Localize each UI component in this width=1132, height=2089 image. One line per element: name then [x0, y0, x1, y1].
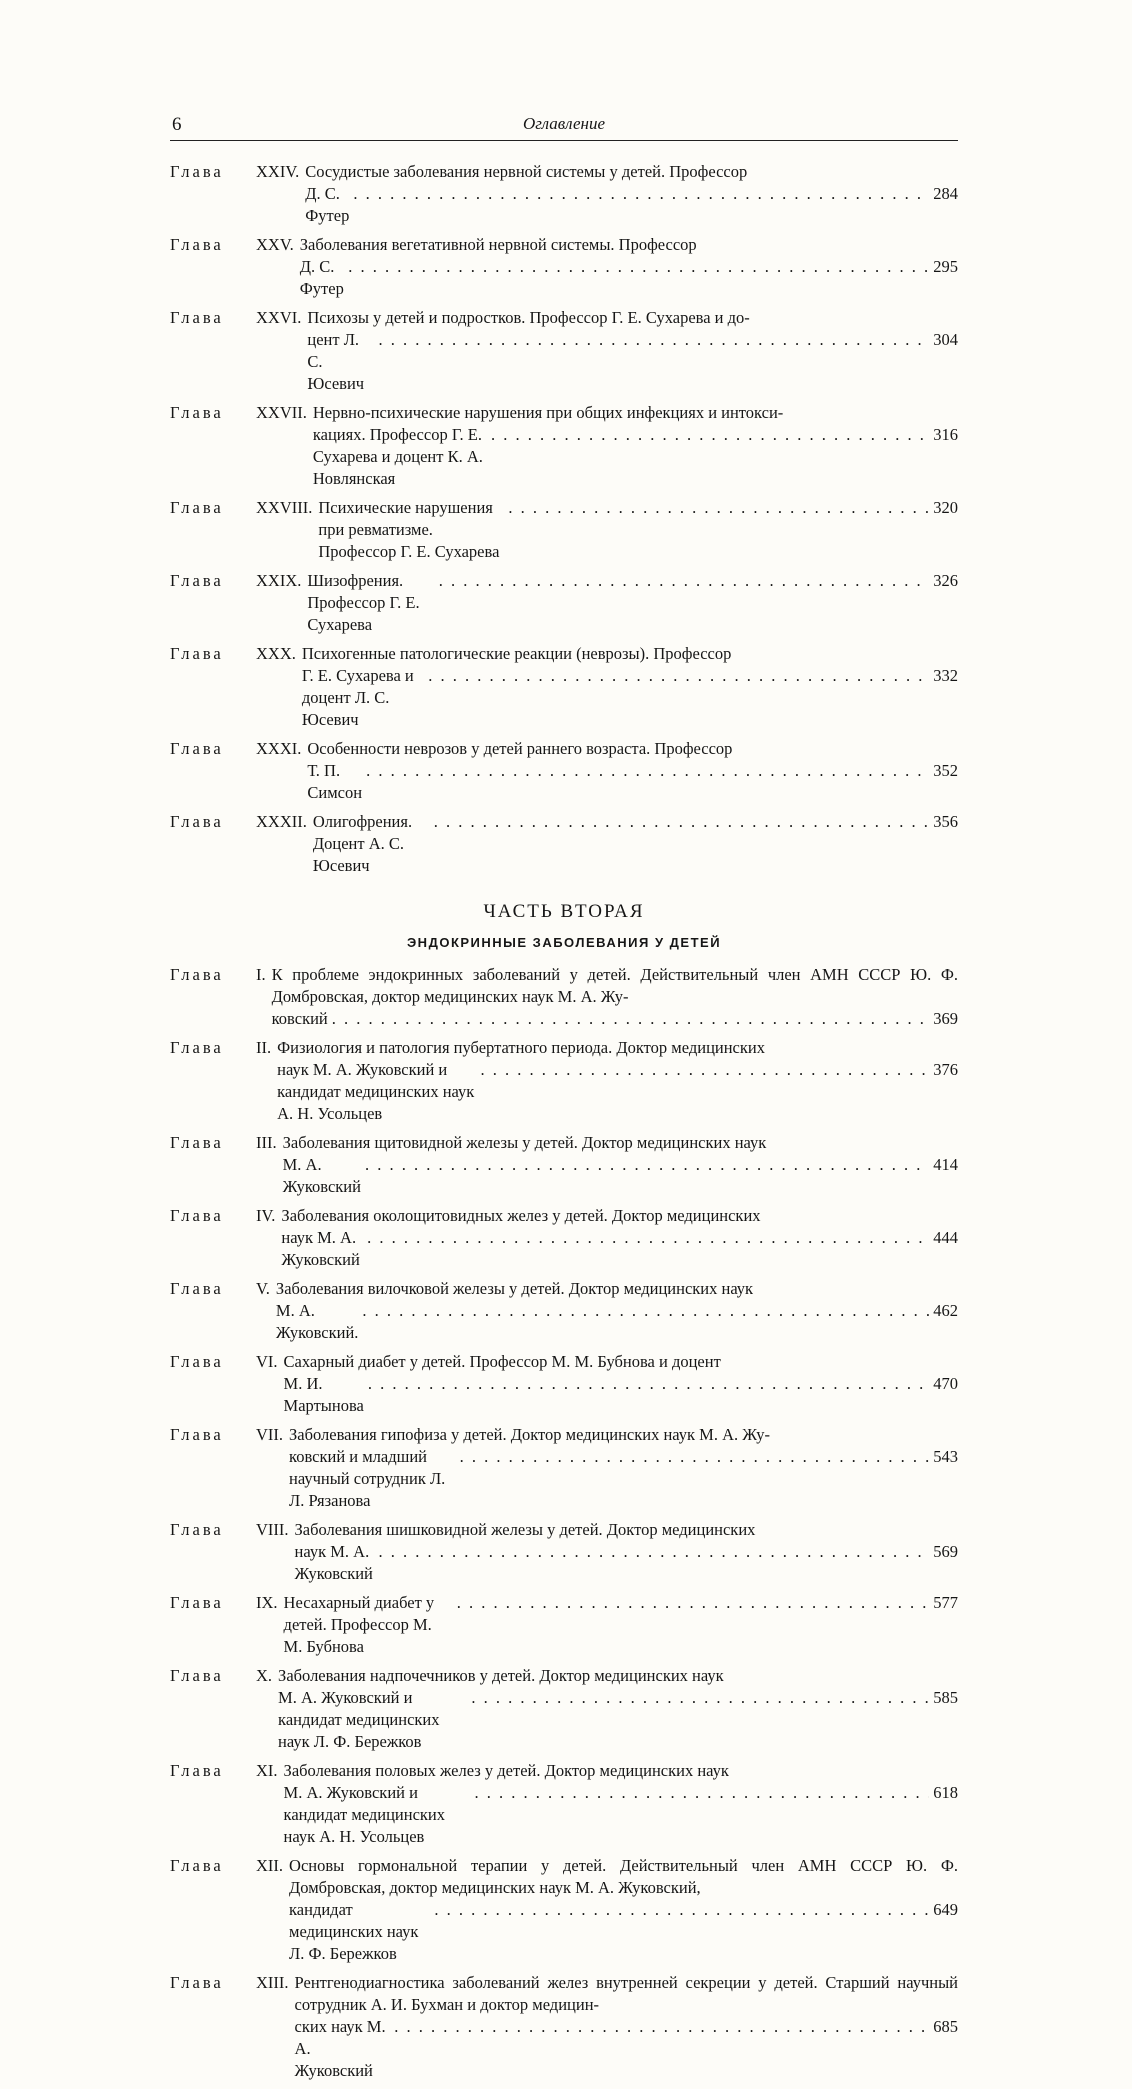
toc-part-two: [170, 964, 958, 2082]
chapter-title: К проблеме эндокринных заболеваний у детей. Действительный член АМН СССР Ю. Ф. Домбровская, доктор медицинских наук М. А. Жу-: [271, 965, 958, 1006]
leader-dots: [460, 1446, 930, 1468]
chapter-body: [295, 1519, 958, 1585]
chapter-last-line: [307, 760, 958, 804]
chapter-body: [284, 1592, 958, 1658]
leader-dots: [434, 1899, 929, 1921]
toc-entry: [170, 1037, 958, 1125]
chapter-body: [272, 964, 958, 1030]
leader-dots: [378, 329, 929, 351]
chapter-authors: ковский и младший научный сотрудник Л. Л. Рязанова: [289, 1447, 446, 1510]
chapter-label: Глава: [170, 235, 224, 254]
chapter-number: IV.: [256, 1206, 276, 1225]
chapter-last-line: [305, 183, 958, 227]
chapter-body: [302, 643, 958, 731]
chapter-body: [307, 738, 958, 804]
chapter-body: [284, 1760, 958, 1848]
chapter-authors: кациях. Профессор Г. Е. Сухарева и доцент К. А. Новлянская: [312, 425, 483, 488]
chapter-number: XII.: [256, 1856, 284, 1875]
chapter-authors: кандидат медицинских наук Л. Ф. Бережков: [289, 1900, 419, 1963]
chapter-label: Глава: [170, 1520, 224, 1539]
chapter-number: XIII.: [256, 1973, 289, 1992]
chapter-last-line: [289, 1899, 958, 1965]
chapter-authors: М. А. Жуковский и кандидат медицинских наук А. Н. Усольцев: [283, 1783, 446, 1846]
chapter-label: Глава: [170, 308, 224, 327]
toc-entry: [170, 643, 958, 731]
chapter-body: [300, 234, 958, 300]
chapter-label: Глава: [170, 965, 224, 984]
chapter-label: Глава: [170, 1856, 224, 1875]
chapter-number: II.: [256, 1038, 272, 1057]
leader-dots: [353, 183, 929, 205]
chapter-title: Сосудистые заболевания нервной системы у детей. Профессор: [305, 162, 748, 181]
leader-dots: [471, 1687, 929, 1709]
chapter-label: Глава: [170, 1352, 224, 1371]
chapter-title: Заболевания вилочковой железы у детей. Доктор медицинских наук: [275, 1279, 754, 1298]
chapter-number: XXVII.: [256, 403, 307, 422]
toc-entry: [170, 234, 958, 300]
chapter-label: Глава: [170, 1973, 224, 1992]
chapter-last-line: [283, 1154, 958, 1198]
toc-entry: [170, 402, 958, 490]
leader-dots: [475, 1782, 930, 1804]
leader-dots: [394, 2016, 929, 2038]
toc-entry: [170, 1665, 958, 1753]
chapter-last-line: [276, 1300, 958, 1344]
chapter-authors: ковский: [271, 1009, 328, 1028]
chapter-last-line: [278, 1687, 958, 1753]
page-ref: 356: [933, 812, 958, 831]
chapter-label: Глава: [170, 1206, 224, 1225]
chapter-label: Глава: [170, 1038, 224, 1057]
page-ref: 376: [933, 1060, 958, 1079]
chapter-authors: Д. С. Футер: [299, 257, 344, 298]
page-ref: 462: [933, 1301, 958, 1320]
toc-entry: [170, 1519, 958, 1585]
chapter-last-line: [284, 1592, 958, 1658]
chapter-last-line: [295, 2016, 958, 2082]
chapter-last-line: [295, 1541, 958, 1585]
chapter-last-line: [318, 497, 958, 563]
chapter-label: Глава: [170, 498, 224, 517]
chapter-title: Психогенные патологические реакции (неврозы). Профессор: [301, 644, 732, 663]
chapter-title: Особенности неврозов у детей раннего возраста. Профессор: [307, 739, 733, 758]
page-ref: 352: [933, 761, 958, 780]
chapter-number: XXIV.: [256, 162, 300, 181]
chapter-number: XXIX.: [256, 571, 302, 590]
chapter-number: XXX.: [256, 644, 296, 663]
chapter-label: Глава: [170, 644, 224, 663]
chapter-authors: наук М. А. Жуковский: [281, 1228, 360, 1269]
toc-entry: [170, 1592, 958, 1658]
toc-entry: [170, 738, 958, 804]
leader-dots: [434, 811, 929, 833]
toc-entry: [170, 1855, 958, 1965]
chapter-label: Глава: [170, 1279, 224, 1298]
page-number: 6: [172, 114, 182, 135]
chapter-body: [313, 811, 958, 877]
chapter-title: Основы гормональной терапии у детей. Действительный член АМН СССР Ю. Ф. Домбровская, доктор медицинских наук М. А. Жуковский,: [289, 1856, 958, 1897]
chapter-number: XXXII.: [256, 812, 307, 831]
toc-entry: [170, 1278, 958, 1344]
chapter-title: Физиология и патология пубертатного периода. Доктор медицинских: [277, 1038, 765, 1057]
page-ref: 685: [933, 2017, 958, 2036]
chapter-authors: М. А. Жуковский и кандидат медицинских наук Л. Ф. Бережков: [278, 1688, 440, 1751]
chapter-label: Глава: [170, 571, 224, 590]
leader-dots: [428, 665, 929, 687]
running-title: Оглавление: [522, 114, 606, 133]
page-ref: 332: [933, 666, 958, 685]
chapter-title: Заболевания надпочечников у детей. Доктор медицинских наук: [278, 1666, 724, 1685]
leader-dots: [348, 256, 929, 278]
page-ref: 444: [933, 1228, 958, 1247]
leader-dots: [508, 497, 929, 519]
chapter-number: XXVI.: [256, 308, 302, 327]
chapter-body: [313, 402, 958, 490]
chapter-body: [307, 570, 958, 636]
chapter-title: Заболевания половых желез у детей. Доктор медицинских наук: [283, 1761, 729, 1780]
page-ref: 284: [933, 184, 958, 203]
leader-dots: [457, 1592, 930, 1614]
chapter-label: Глава: [170, 162, 224, 181]
chapter-label: Глава: [170, 403, 224, 422]
page-ref: 649: [933, 1900, 958, 1919]
chapter-authors: цент Л. С. Юсевич: [307, 330, 365, 393]
page-ref: 369: [933, 1009, 958, 1028]
leader-dots: [368, 1373, 929, 1395]
chapter-authors: Психические нарушения при ревматизме. Профессор Г. Е. Сухарева: [318, 498, 500, 561]
chapter-last-line: [281, 1227, 958, 1271]
toc-entry: [170, 570, 958, 636]
chapter-number: VII.: [256, 1425, 284, 1444]
chapter-body: [289, 1424, 958, 1512]
toc-entry: [170, 811, 958, 877]
chapter-authors: ских наук М. А. Жуковский: [294, 2017, 386, 2080]
chapter-label: Глава: [170, 1761, 224, 1780]
toc-entry: [170, 1205, 958, 1271]
chapter-label: Глава: [170, 1425, 224, 1444]
chapter-last-line: [289, 1446, 958, 1512]
chapter-label: Глава: [170, 1666, 224, 1685]
leader-dots: [439, 570, 930, 592]
chapter-title: Рентгенодиагностика заболеваний желез внутренней секреции у детей. Старший научный сотрудник А. И. Бухман и доктор медицин-: [294, 1973, 958, 2014]
chapter-number: XI.: [256, 1761, 278, 1780]
page-ref: 569: [933, 1542, 958, 1561]
chapter-authors: Шизофрения. Профессор Г. Е. Сухарева: [307, 571, 420, 634]
part-heading: ЧАСТЬ ВТОРАЯ: [483, 901, 645, 922]
leader-dots: [480, 1059, 929, 1081]
chapter-body: [307, 307, 958, 395]
chapter-number: VI.: [256, 1352, 278, 1371]
chapter-number: IX.: [256, 1593, 278, 1612]
leader-dots: [367, 1227, 929, 1249]
page-ref: 470: [933, 1374, 958, 1393]
toc-entry: [170, 1132, 958, 1198]
page-ref: 585: [933, 1688, 958, 1707]
toc-part-one: [170, 161, 958, 877]
chapter-body: [276, 1278, 958, 1344]
page-ref: 543: [933, 1447, 958, 1466]
chapter-label: Глава: [170, 1593, 224, 1612]
page-header: [170, 100, 958, 141]
toc-entry: [170, 307, 958, 395]
page-ref: 316: [933, 425, 958, 444]
leader-dots: [366, 760, 929, 782]
chapter-last-line: [300, 256, 958, 300]
chapter-authors: наук М. А. Жуковский и кандидат медицинских наук А. Н. Усольцев: [277, 1060, 475, 1123]
chapter-body: [284, 1351, 958, 1417]
leader-dots: [332, 1008, 930, 1030]
toc-entry: [170, 964, 958, 1030]
chapter-last-line: [302, 665, 958, 731]
chapter-body: [295, 1972, 958, 2082]
chapter-body: [278, 1665, 958, 1753]
chapter-label: Глава: [170, 739, 224, 758]
chapter-authors: Несахарный диабет у детей. Профессор М. М. Бубнова: [283, 1593, 435, 1656]
chapter-body: [281, 1205, 958, 1271]
chapter-number: XXV.: [256, 235, 294, 254]
chapter-body: [277, 1037, 958, 1125]
chapter-body: [289, 1855, 958, 1965]
toc-entry: [170, 1760, 958, 1848]
page-ref: 618: [933, 1783, 958, 1802]
chapter-last-line: [284, 1782, 958, 1848]
toc-page: [170, 100, 958, 2089]
toc-entry: [170, 497, 958, 563]
toc-entry: [170, 1351, 958, 1417]
chapter-title: Психозы у детей и подростков. Профессор Г. Е. Сухарева и до-: [307, 308, 750, 327]
chapter-last-line: [307, 570, 958, 636]
page-ref: 577: [933, 1593, 958, 1612]
chapter-number: XXXI.: [256, 739, 302, 758]
page-ref: 326: [933, 571, 958, 590]
chapter-title: Заболевания вегетативной нервной системы. Профессор: [299, 235, 697, 254]
toc-entry: [170, 1972, 958, 2082]
chapter-number: III.: [256, 1133, 277, 1152]
leader-dots: [491, 424, 929, 446]
chapter-authors: наук М. А. Жуковский: [294, 1542, 373, 1583]
chapter-body: [283, 1132, 958, 1198]
toc-entry: [170, 1424, 958, 1512]
toc-entry: [170, 161, 958, 227]
chapter-label: Глава: [170, 812, 224, 831]
chapter-authors: М. А. Жуковский.: [275, 1301, 359, 1342]
chapter-authors: Д. С. Футер: [305, 184, 350, 225]
chapter-last-line: [313, 811, 958, 877]
page-ref: 304: [933, 330, 958, 349]
chapter-title: Заболевания щитовидной железы у детей. Доктор медицинских наук: [282, 1133, 767, 1152]
chapter-last-line: [313, 424, 958, 490]
chapter-authors: М. А. Жуковский: [282, 1155, 361, 1196]
chapter-body: [305, 161, 958, 227]
chapter-title: Заболевания шишковидной железы у детей. Доктор медицинских: [294, 1520, 756, 1539]
chapter-title: Заболевания гипофиза у детей. Доктор медицинских наук М. А. Жу-: [289, 1425, 770, 1444]
chapter-last-line: [272, 1008, 958, 1030]
leader-dots: [379, 1541, 930, 1563]
chapter-last-line: [277, 1059, 958, 1125]
leader-dots: [365, 1154, 929, 1176]
chapter-number: XXVIII.: [256, 498, 313, 517]
chapter-authors: Олигофрения. Доцент А. С. Юсевич: [312, 812, 413, 875]
chapter-body: [318, 497, 958, 563]
chapter-title: Заболевания околощитовидных желез у детей. Доктор медицинских: [281, 1206, 761, 1225]
page-ref: 320: [933, 498, 958, 517]
page-ref: 414: [933, 1155, 958, 1174]
chapter-title: Нервно-психические нарушения при общих инфекциях и интокси-: [312, 403, 784, 422]
chapter-authors: Т. П. Симсон: [307, 761, 363, 802]
chapter-number: X.: [256, 1666, 273, 1685]
chapter-last-line: [284, 1373, 958, 1417]
chapter-last-line: [307, 329, 958, 395]
part-subheading: ЭНДОКРИННЫЕ ЗАБОЛЕВАНИЯ У ДЕТЕЙ: [406, 935, 722, 950]
leader-dots: [362, 1300, 929, 1322]
chapter-number: I.: [256, 965, 266, 984]
chapter-number: VIII.: [256, 1520, 289, 1539]
chapter-number: V.: [256, 1279, 270, 1298]
chapter-title: Сахарный диабет у детей. Профессор М. М. Бубнова и доцент: [283, 1352, 721, 1371]
chapter-authors: М. И. Мартынова: [283, 1374, 364, 1415]
chapter-authors: Г. Е. Сухарева и доцент Л. С. Юсевич: [301, 666, 414, 729]
chapter-label: Глава: [170, 1133, 224, 1152]
page-ref: 295: [933, 257, 958, 276]
